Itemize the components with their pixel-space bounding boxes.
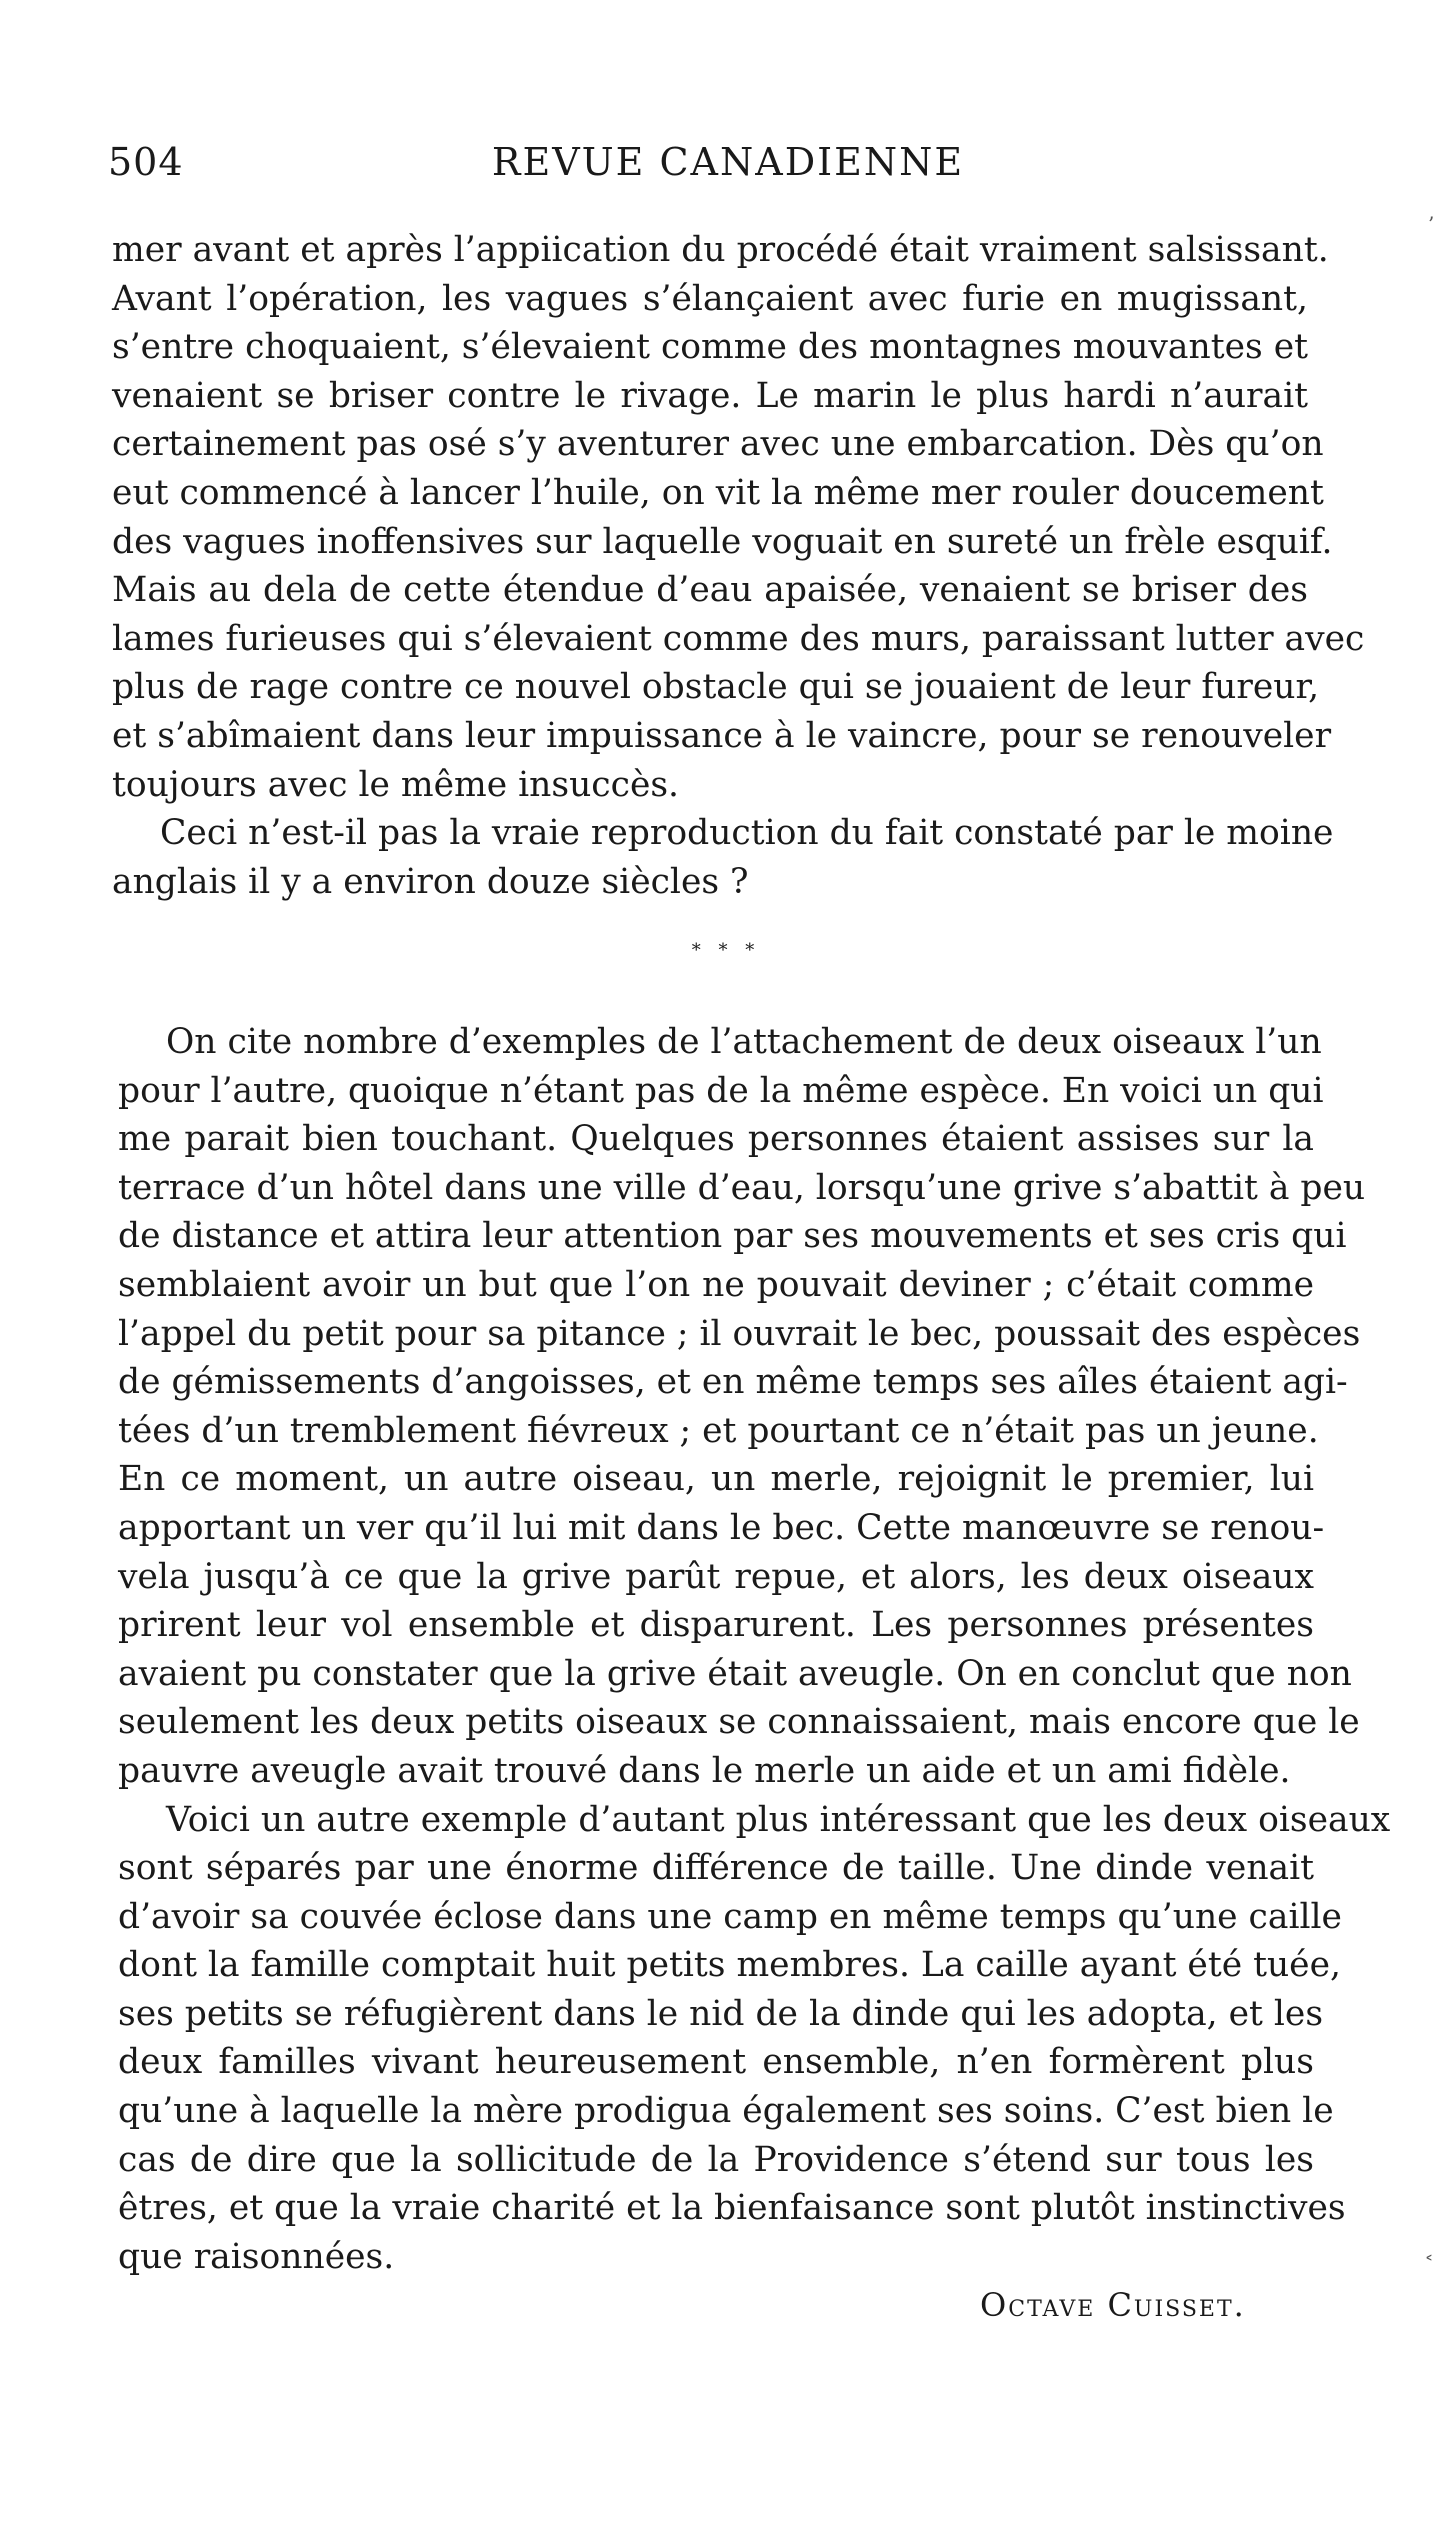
section-divider-asterism — [0, 942, 1452, 960]
text-line: sont séparés par une énorme différence de taille. Une dinde venait — [118, 1848, 1314, 1889]
text-line: l’appel du petit pour sa pitance ; il ouvrait le bec, poussait des espèces — [118, 1313, 1361, 1354]
paragraph-oil-experiment — [112, 226, 1365, 809]
page-number: 504 — [108, 140, 184, 184]
text-line: Mais au dela de cette étendue d’eau apaisée, venaient se briser des — [112, 570, 1308, 611]
author-signature: Octave Cuisset. — [980, 2286, 1246, 2324]
text-line: On cite nombre d’exemples de l’attachement de deux oiseaux l’un — [166, 1022, 1322, 1062]
section-oil-on-waves — [112, 226, 1365, 906]
text-line: prirent leur vol ensemble et disparurent. Les personnes présentes — [118, 1605, 1314, 1646]
text-line: Voici un autre exemple d’autant plus intéressant que les deux oiseaux — [166, 1799, 1391, 1840]
text-line: deux familles vivant heureusement ensemble, n’en formèrent plus — [118, 2042, 1314, 2083]
text-line: toujours avec le même insuccès. — [112, 764, 680, 805]
text-line: qu’une à laquelle la mère prodigua également ses soins. C’est bien le — [118, 2091, 1334, 2132]
text-line: me parait bien touchant. Quelques personnes étaient assises sur la — [118, 1119, 1314, 1160]
text-line: de gémissements d’angoisses, et en même temps ses aîles étaient agi- — [118, 1362, 1348, 1403]
text-line: seulement les deux petits oiseaux se connaissaient, mais encore que le — [118, 1702, 1360, 1743]
asterism-glyphs: * * * — [691, 940, 761, 961]
text-line: mer avant et après l’appiication du procédé était vraiment salsissant. — [112, 230, 1329, 270]
text-line: venaient se briser contre le rivage. Le marin le plus hardi n’aurait — [112, 375, 1308, 416]
text-line: eut commencé à lancer l’huile, on vit la même mer rouler doucement — [112, 472, 1324, 513]
text-line: certainement pas osé s’y aventurer avec une embarcation. Dès qu’on — [112, 424, 1324, 465]
scan-speck: ’ — [1428, 212, 1435, 236]
text-line: s’entre choquaient, s’élevaient comme des montagnes mouvantes et — [112, 327, 1308, 368]
text-line: Ceci n’est-il pas la vraie reproduction du fait constaté par le moine — [160, 813, 1334, 854]
text-line: et s’abîmaient dans leur impuissance à le vaincre, pour se renouveler — [112, 715, 1332, 756]
text-line: êtres, et que la vraie charité et la bienfaisance sont plutôt instinctives — [118, 2188, 1346, 2229]
text-line: tées d’un tremblement fiévreux ; et pourtant ce n’était pas un jeune. — [118, 1410, 1319, 1451]
page-header — [108, 140, 1308, 200]
paragraph-thrush-and-blackbird — [118, 1018, 1366, 1796]
paragraph-turkey-and-quail — [118, 1796, 1391, 2282]
text-line: semblaient avoir un but que l’on ne pouvait deviner ; c’était comme — [118, 1264, 1314, 1305]
text-line: plus de rage contre ce nouvel obstacle qui se jouaient de leur fureur, — [112, 667, 1320, 708]
text-line: que raisonnées. — [118, 2236, 395, 2277]
text-line: des vagues inoffensives sur laquelle voguait en sureté un frèle esquif. — [112, 521, 1333, 562]
text-line: d’avoir sa couvée éclose dans une camp en même temps qu’une caille — [118, 1896, 1342, 1937]
paragraph-monk-reference — [112, 809, 1334, 906]
section-bird-friendship — [118, 1018, 1391, 2281]
text-line: Avant l’opération, les vagues s’élançaient avec furie en mugissant, — [112, 278, 1308, 319]
running-title: REVUE CANADIENNE — [491, 140, 965, 184]
text-line: En ce moment, un autre oiseau, un merle, rejoignit le premier, lui — [118, 1459, 1314, 1500]
text-line: apportant un ver qu’il lui mit dans le bec. Cette manœuvre se renou- — [118, 1507, 1325, 1548]
text-line: pauvre aveugle avait trouvé dans le merle un aide et un ami fidèle. — [118, 1750, 1291, 1791]
text-line: dont la famille comptait huit petits membres. La caille ayant été tuée, — [118, 1945, 1341, 1986]
text-line: pour l’autre, quoique n’étant pas de la même espèce. En voici un qui — [118, 1070, 1324, 1111]
scan-speck: ˂ — [1424, 2252, 1434, 2276]
text-line: lames furieuses qui s’élevaient comme des murs, paraissant lutter avec — [112, 618, 1365, 659]
text-line: vela jusqu’à ce que la grive parût repue, et alors, les deux oiseaux — [118, 1556, 1314, 1597]
text-line: anglais il y a environ douze siècles ? — [112, 861, 749, 902]
text-line: de distance et attira leur attention par ses mouvements et ses cris qui — [118, 1216, 1347, 1257]
text-line: cas de dire que la sollicitude de la Providence s’étend sur tous les — [118, 2139, 1314, 2180]
text-line: terrace d’un hôtel dans une ville d’eau, lorsqu’une grive s’abattit à peu — [118, 1167, 1366, 1208]
text-line: avaient pu constater que la grive était aveugle. On en conclut que non — [118, 1653, 1352, 1694]
text-line: ses petits se réfugièrent dans le nid de la dinde qui les adopta, et les — [118, 1993, 1324, 2034]
